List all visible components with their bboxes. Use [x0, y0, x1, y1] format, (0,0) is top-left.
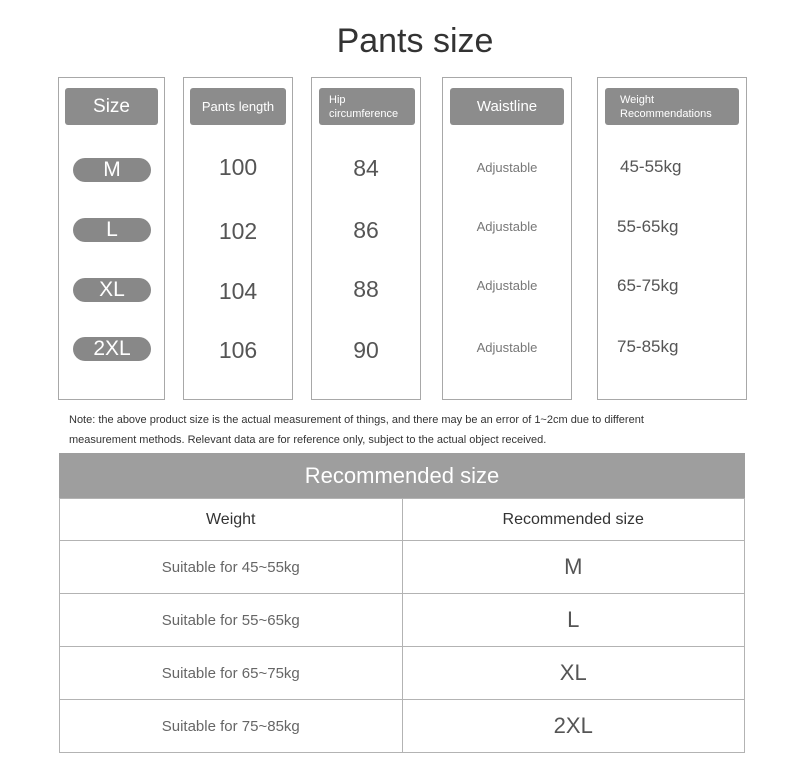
weight-range-cell: Suitable for 65~75kg — [60, 647, 403, 700]
note-line1: Note: the above product size is the actual measurement of things, and there may be an error of 1~2cm due to different — [69, 414, 644, 426]
weight-header-line1: Weight — [620, 93, 655, 106]
table-header-row — [60, 499, 745, 541]
waistline-value: Adjustable — [476, 340, 538, 355]
waistline-value: Adjustable — [476, 160, 538, 175]
size-pill-l: L — [73, 218, 151, 242]
table-row — [60, 647, 745, 700]
table-row — [60, 541, 745, 594]
recommended-size-section — [59, 453, 745, 753]
weight-value: 65-75kg — [617, 276, 679, 295]
weight-value: 55-65kg — [617, 217, 679, 236]
table-row — [60, 594, 745, 647]
hip-value: 86 — [353, 217, 379, 243]
weight-column — [597, 77, 747, 400]
recommended-size-title: Recommended size — [59, 453, 745, 498]
size-cell: XL — [402, 647, 745, 700]
pants-length-value: 102 — [218, 218, 258, 244]
size-pill-xl: XL — [73, 278, 151, 302]
hip-header — [319, 88, 415, 125]
measurement-note — [69, 410, 749, 450]
weight-header — [605, 88, 739, 125]
waistline-value: Adjustable — [476, 278, 538, 293]
weight-header-line2: Recommendations — [620, 107, 712, 120]
pants-length-value: 100 — [218, 154, 258, 180]
pants-length-value: 106 — [218, 337, 258, 363]
size-cell: M — [402, 541, 745, 594]
waistline-column — [442, 77, 572, 400]
waistline-header: Waistline — [450, 88, 564, 125]
recommended-size-column-header: Recommended size — [402, 499, 745, 541]
recommended-size-table — [59, 498, 745, 753]
waistline-value: Adjustable — [476, 219, 538, 234]
hip-value: 84 — [353, 155, 379, 181]
weight-range-cell: Suitable for 75~85kg — [60, 700, 403, 753]
pants-length-header: Pants length — [190, 88, 286, 125]
weight-value: 45-55kg — [620, 157, 682, 176]
weight-value: 75-85kg — [617, 337, 679, 356]
hip-header-line1: Hip — [329, 93, 346, 106]
page-title: Pants size — [336, 22, 494, 60]
note-line2: measurement methods. Relevant data are for reference only, subject to the actual object received. — [69, 434, 547, 446]
size-pill-m: M — [73, 158, 151, 182]
size-header: Size — [65, 88, 158, 125]
pants-length-column — [183, 77, 293, 400]
hip-header-line2: circumference — [329, 107, 399, 120]
table-row — [60, 700, 745, 753]
weight-column-header: Weight — [60, 499, 403, 541]
size-pill-2xl: 2XL — [73, 337, 151, 361]
hip-column — [311, 77, 421, 400]
weight-range-cell: Suitable for 45~55kg — [60, 541, 403, 594]
hip-value: 90 — [353, 337, 379, 363]
size-cell: L — [402, 594, 745, 647]
size-cell: 2XL — [402, 700, 745, 753]
size-column — [58, 77, 165, 400]
weight-range-cell: Suitable for 55~65kg — [60, 594, 403, 647]
hip-value: 88 — [353, 276, 379, 302]
pants-length-value: 104 — [218, 278, 258, 304]
